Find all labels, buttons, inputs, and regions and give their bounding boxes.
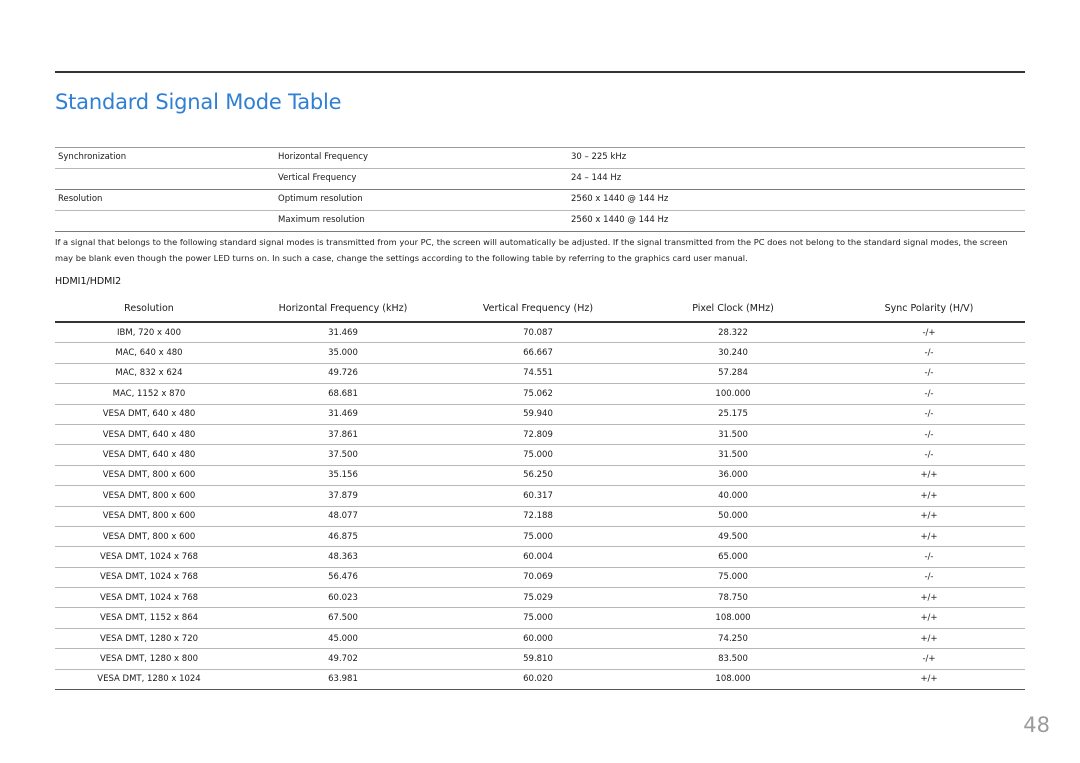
cell-vfreq: 75.000 [523, 531, 553, 542]
cell-hfreq: 45.000 [328, 633, 358, 644]
cell-vfreq: 66.667 [523, 348, 553, 359]
cell-resolution: VESA DMT, 1024 x 768 [99, 592, 199, 603]
cell-pixel-clock: 30.240 [718, 348, 748, 359]
cell-pixel-clock: 25.175 [718, 409, 748, 420]
cell-resolution: MAC, 832 x 624 [115, 368, 183, 379]
table-row [55, 629, 1025, 649]
table-row [55, 466, 1025, 486]
spec-table [55, 147, 1025, 232]
cell-pixel-clock: 28.322 [718, 327, 748, 338]
table-row [55, 507, 1025, 527]
cell-sync-polarity: -/- [924, 551, 934, 562]
header-resolution: Resolution [124, 303, 174, 314]
cell-resolution: VESA DMT, 800 x 600 [102, 470, 196, 481]
cell-sync-polarity: +/+ [920, 511, 938, 522]
cell-vfreq: 72.188 [523, 511, 553, 522]
table-row [55, 649, 1025, 669]
cell-resolution: VESA DMT, 800 x 600 [102, 511, 196, 522]
spec-row [55, 211, 1025, 232]
cell-hfreq: 49.726 [328, 368, 358, 379]
cell-vfreq: 60.000 [523, 633, 553, 644]
spec-group: Synchronization [58, 152, 127, 162]
cell-resolution: IBM, 720 x 400 [117, 327, 181, 338]
table-header [55, 296, 1025, 323]
cell-resolution: VESA DMT, 640 x 480 [102, 429, 196, 440]
cell-resolution: MAC, 640 x 480 [115, 348, 183, 359]
header-sync-polarity: Sync Polarity (H/V) [884, 303, 974, 314]
cell-vfreq: 75.062 [523, 388, 553, 399]
cell-pixel-clock: 108.000 [715, 674, 751, 685]
spec-value: 2560 x 1440 @ 144 Hz [571, 194, 669, 204]
spec-item: Maximum resolution [278, 215, 365, 225]
cell-resolution: VESA DMT, 1024 x 768 [99, 572, 199, 583]
cell-resolution: VESA DMT, 1280 x 720 [99, 633, 199, 644]
cell-vfreq: 75.000 [523, 450, 553, 461]
header-vfreq: Vertical Frequency (Hz) [482, 303, 594, 314]
cell-vfreq: 56.250 [523, 470, 553, 481]
spec-row [55, 148, 1025, 169]
cell-pixel-clock: 65.000 [718, 551, 748, 562]
cell-resolution: VESA DMT, 800 x 600 [102, 490, 196, 501]
spec-row [55, 169, 1025, 190]
cell-hfreq: 46.875 [328, 531, 358, 542]
cell-resolution: VESA DMT, 1280 x 1024 [97, 674, 201, 685]
cell-sync-polarity: +/+ [920, 531, 938, 542]
spec-value: 30 – 225 kHz [571, 152, 627, 162]
cell-vfreq: 72.809 [523, 429, 553, 440]
spec-value: 24 – 144 Hz [571, 173, 622, 183]
cell-pixel-clock: 74.250 [718, 633, 748, 644]
cell-vfreq: 59.940 [523, 409, 553, 420]
cell-vfreq: 59.810 [523, 653, 553, 664]
cell-sync-polarity: -/- [924, 429, 934, 440]
cell-vfreq: 75.029 [523, 592, 553, 603]
cell-hfreq: 37.500 [328, 450, 358, 461]
cell-resolution: VESA DMT, 800 x 600 [102, 531, 196, 542]
spec-group: Resolution [58, 194, 103, 204]
top-rule [55, 71, 1025, 73]
cell-vfreq: 74.551 [523, 368, 553, 379]
cell-vfreq: 60.004 [523, 551, 553, 562]
cell-sync-polarity: +/+ [920, 633, 938, 644]
cell-sync-polarity: +/+ [920, 674, 938, 685]
cell-resolution: VESA DMT, 640 x 480 [102, 450, 196, 461]
cell-sync-polarity: -/- [924, 572, 934, 583]
spec-item: Vertical Frequency [278, 173, 357, 183]
cell-vfreq: 60.317 [523, 490, 553, 501]
section-label: HDMI1/HDMI2 [55, 276, 122, 287]
cell-hfreq: 31.469 [328, 409, 358, 420]
cell-sync-polarity: +/+ [920, 490, 938, 501]
cell-hfreq: 68.681 [328, 388, 358, 399]
cell-pixel-clock: 31.500 [718, 450, 748, 461]
cell-pixel-clock: 108.000 [715, 613, 751, 624]
table-row [55, 608, 1025, 628]
table-row [55, 486, 1025, 506]
cell-hfreq: 63.981 [328, 674, 358, 685]
table-row [55, 405, 1025, 425]
spec-item: Horizontal Frequency [278, 152, 369, 162]
table-row [55, 547, 1025, 567]
cell-pixel-clock: 78.750 [718, 592, 748, 603]
spec-group [55, 169, 278, 189]
table-row [55, 527, 1025, 547]
note-paragraph: If a signal that belongs to the following standard signal modes is transmitted from your PC, the screen will automatically be adjusted. If the signal transmitted from the PC does not belong to the standard signal modes, the screen may be blank even though the power LED turns on. In such a case, change the settings according to the following table by referring to the graphics card user manual. [55, 237, 1008, 263]
table-row [55, 445, 1025, 465]
cell-hfreq: 67.500 [328, 613, 358, 624]
cell-sync-polarity: -/+ [922, 653, 936, 664]
cell-pixel-clock: 57.284 [718, 368, 748, 379]
cell-pixel-clock: 31.500 [718, 429, 748, 440]
signal-mode-table [55, 296, 1025, 690]
cell-sync-polarity: -/- [924, 368, 934, 379]
page-number: 48 [1023, 713, 1050, 737]
cell-hfreq: 56.476 [328, 572, 358, 583]
cell-sync-polarity: -/- [924, 450, 934, 461]
cell-vfreq: 70.087 [523, 327, 553, 338]
header-hfreq: Horizontal Frequency (kHz) [278, 303, 408, 314]
cell-resolution: VESA DMT, 640 x 480 [102, 409, 196, 420]
table-row [55, 425, 1025, 445]
cell-resolution: VESA DMT, 1024 x 768 [99, 551, 199, 562]
cell-hfreq: 35.156 [328, 470, 358, 481]
cell-vfreq: 75.000 [523, 613, 553, 624]
table-row [55, 670, 1025, 690]
cell-pixel-clock: 50.000 [718, 511, 748, 522]
header-pixel-clock: Pixel Clock (MHz) [692, 303, 774, 314]
cell-hfreq: 48.363 [328, 551, 358, 562]
table-row [55, 364, 1025, 384]
table-body [55, 323, 1025, 690]
cell-pixel-clock: 40.000 [718, 490, 748, 501]
cell-pixel-clock: 100.000 [715, 388, 751, 399]
cell-resolution: VESA DMT, 1152 x 864 [99, 613, 199, 624]
table-row [55, 343, 1025, 363]
cell-sync-polarity: +/+ [920, 470, 938, 481]
cell-hfreq: 31.469 [328, 327, 358, 338]
cell-hfreq: 48.077 [328, 511, 358, 522]
cell-sync-polarity: -/- [924, 388, 934, 399]
cell-sync-polarity: -/- [924, 409, 934, 420]
cell-vfreq: 60.020 [523, 674, 553, 685]
spec-item: Optimum resolution [278, 194, 363, 204]
cell-pixel-clock: 36.000 [718, 470, 748, 481]
cell-pixel-clock: 49.500 [718, 531, 748, 542]
cell-sync-polarity: +/+ [920, 592, 938, 603]
spec-group [55, 211, 278, 231]
cell-hfreq: 35.000 [328, 348, 358, 359]
cell-sync-polarity: -/- [924, 348, 934, 359]
cell-hfreq: 60.023 [328, 592, 358, 603]
table-row [55, 323, 1025, 343]
cell-hfreq: 49.702 [328, 653, 358, 664]
cell-sync-polarity: +/+ [920, 613, 938, 624]
cell-hfreq: 37.861 [328, 429, 358, 440]
cell-vfreq: 70.069 [523, 572, 553, 583]
cell-resolution: VESA DMT, 1280 x 800 [99, 653, 199, 664]
cell-sync-polarity: -/+ [922, 327, 936, 338]
cell-pixel-clock: 75.000 [718, 572, 748, 583]
table-row [55, 588, 1025, 608]
table-row [55, 384, 1025, 404]
spec-value: 2560 x 1440 @ 144 Hz [571, 215, 669, 225]
cell-pixel-clock: 83.500 [718, 653, 748, 664]
spec-row [55, 190, 1025, 211]
cell-resolution: MAC, 1152 x 870 [112, 388, 186, 399]
cell-hfreq: 37.879 [328, 490, 358, 501]
page-title: Standard Signal Mode Table [55, 90, 342, 114]
table-row [55, 568, 1025, 588]
